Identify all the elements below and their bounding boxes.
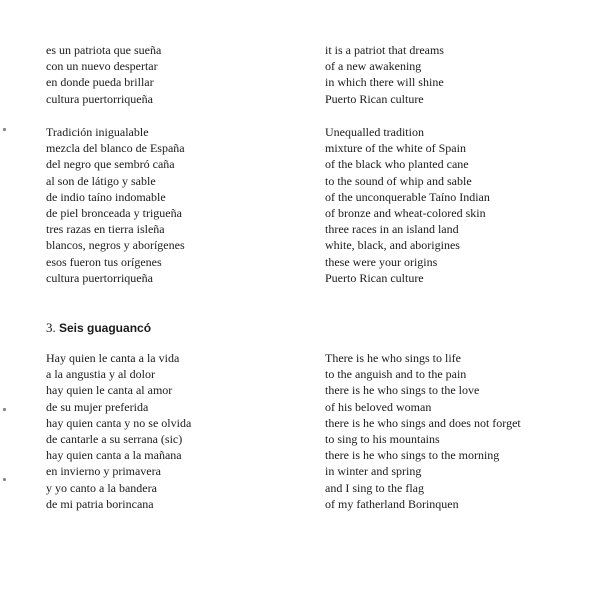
verse-line: these were your origins [325, 254, 438, 269]
verse-line: y yo canto a la bandera [46, 480, 157, 495]
verse1-english [325, 42, 444, 107]
verse-line: there is he who sings to the morning [325, 448, 500, 463]
verse-line: white, black, and aborigines [325, 238, 460, 253]
verse-line: en donde pueda brillar [46, 75, 154, 90]
verse-line: Hay quien le canta a la vida [46, 351, 180, 365]
verse-line: of a new awakening [325, 59, 422, 74]
verse-line: there is he who sings and does not forget [325, 415, 521, 430]
verse-line: de piel bronceada y trigueña [46, 206, 182, 221]
scan-mark [3, 128, 6, 131]
verse-line: de su mujer preferida [46, 399, 149, 414]
verse2-english [325, 124, 490, 286]
verse-line: blancos, negros y aborígenes [46, 238, 185, 253]
verse-line: tres razas en tierra isleña [46, 222, 165, 237]
verse-line: al son de látigo y sable [46, 173, 156, 188]
verse-line: to the anguish and to the pain [325, 367, 467, 382]
verse-line: Puerto Rican culture [325, 91, 424, 106]
verse-line: hay quien canta y no se olvida [46, 415, 192, 430]
verse3-english [325, 350, 521, 512]
verse-line: to sing to his mountains [325, 432, 440, 447]
verse-line: There is he who sings to life [325, 351, 461, 365]
verse-line: hay quien canta a la mañana [46, 448, 182, 463]
verse-line: de mi patria borincana [46, 496, 154, 511]
verse-line: del negro que sembró caña [46, 157, 175, 172]
verse-line: and I sing to the flag [325, 480, 424, 495]
verse-line: con un nuevo despertar [46, 59, 158, 74]
verse-line: in winter and spring [325, 464, 422, 479]
verse-line: it is a patriot that dreams [325, 43, 444, 57]
scan-mark [3, 478, 6, 481]
section-heading [46, 320, 151, 336]
verse-line: cultura puertorriqueña [46, 270, 153, 285]
verse-line: in which there will shine [325, 75, 444, 90]
verse-line: a la angustia y al dolor [46, 367, 155, 382]
verse-line: Tradición inigualable [46, 125, 149, 139]
verse-line: three races in an island land [325, 222, 459, 237]
verse2-spanish [46, 124, 185, 286]
verse1-spanish [46, 42, 161, 107]
verse-line: en invierno y primavera [46, 464, 161, 479]
verse-line: esos fueron tus orígenes [46, 254, 162, 269]
verse3-spanish [46, 350, 191, 512]
verse-line: de cantarle a su serrana (sic) [46, 432, 183, 447]
verse-line: of the unconquerable Taíno Indian [325, 189, 490, 204]
verse-line: Puerto Rican culture [325, 270, 424, 285]
section-number: 3. [46, 320, 56, 335]
verse-line: of bronze and wheat-colored skin [325, 206, 486, 221]
verse-line: es un patriota que sueña [46, 43, 162, 57]
verse-line: there is he who sings to the love [325, 383, 480, 398]
scan-mark [3, 408, 6, 411]
verse-line: de indio taíno indomable [46, 189, 166, 204]
verse-line: cultura puertorriqueña [46, 91, 153, 106]
verse-line: mixture of the white of Spain [325, 141, 466, 156]
verse-line: mezcla del blanco de España [46, 141, 185, 156]
verse-line: of his beloved woman [325, 399, 432, 414]
verse-line: of the black who planted cane [325, 157, 469, 172]
verse-line: Unequalled tradition [325, 125, 424, 139]
section-title: Seis guaguancó [59, 321, 152, 335]
verse-line: hay quien le canta al amor [46, 383, 173, 398]
verse-line: of my fatherland Borinquen [325, 496, 459, 511]
verse-line: to the sound of whip and sable [325, 173, 472, 188]
